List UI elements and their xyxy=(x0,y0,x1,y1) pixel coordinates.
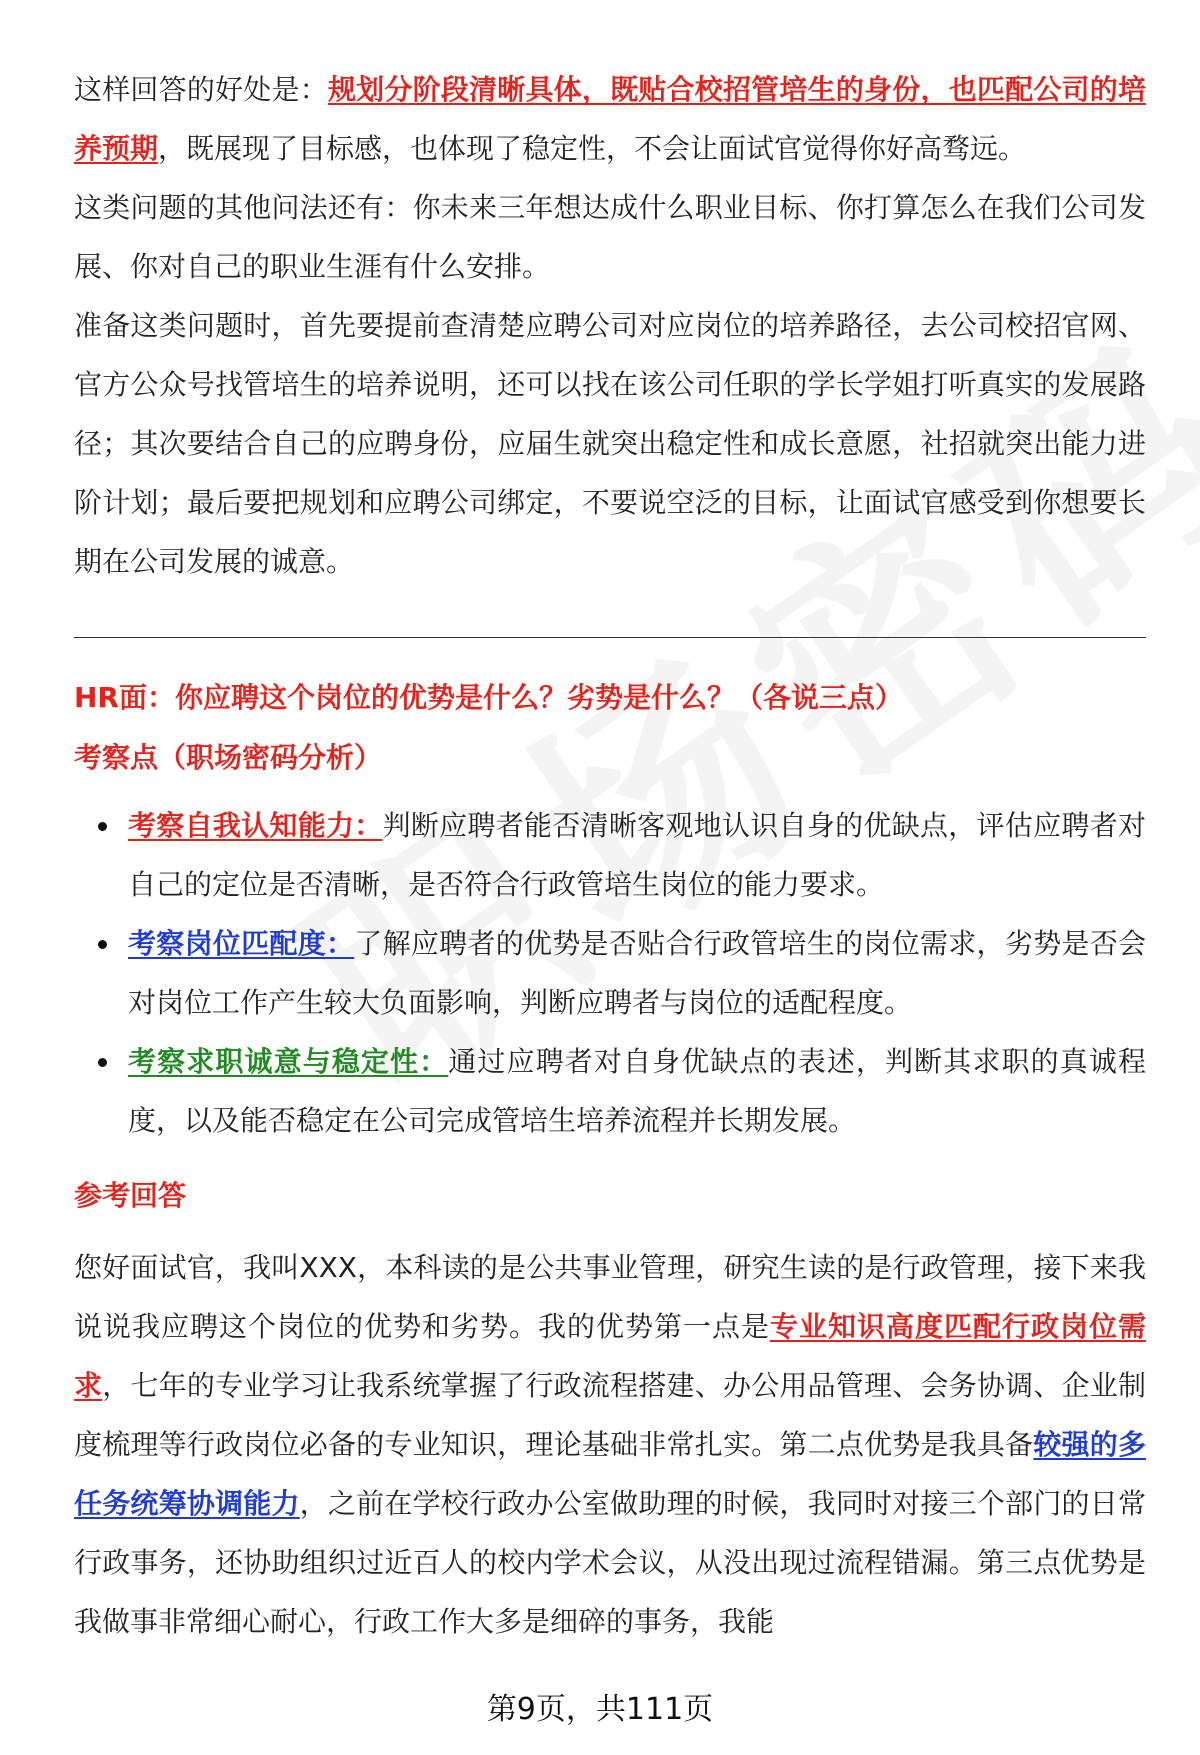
reference-answer-heading: 参考回答 xyxy=(74,1179,187,1212)
bullet-dot-icon xyxy=(98,1058,107,1067)
paragraph-preparation: 准备这类问题时，首先要提前查清楚应聘公司对应岗位的培养路径，去公司校招官网、官方公众号找管培生的培养说明，还可以找在该公司任职的学长学姐打听真实的发展路径；其次要结合自己的应聘身份，应届生就突出稳定性和成长意愿，社招就突出能力进阶计划；最后要把规划和应聘公司绑定，不要说空泛的目标，让面试官感受到你想要长期在公司发展的诚意。 xyxy=(74,309,1146,578)
document-page xyxy=(74,60,1146,1651)
list-item xyxy=(74,914,1146,1032)
bullet-dot-icon xyxy=(98,822,107,831)
paragraph-benefit xyxy=(74,60,1146,178)
paragraph-other-questions: 这类问题的其他问法还有：你未来三年想达成什么职业目标、你打算怎么在我们公司发展、你对自己的职业生涯有什么安排。 xyxy=(74,191,1146,283)
answer-part-2: ，七年的专业学习让我系统掌握了行政流程搭建、办公用品管理、会务协调、企业制度梳理等行政岗位必备的专业知识，理论基础非常扎实。第二点优势是我具备 xyxy=(74,1369,1146,1461)
bullet-label: 考察自我认知能力： xyxy=(128,809,383,842)
question-heading: HR面：你应聘这个岗位的优势是什么？劣势是什么？（各说三点） xyxy=(74,681,903,714)
paragraph-answer xyxy=(74,1238,1146,1651)
answer-part-3: ，之前在学校行政办公室做助理的时候，我同时对接三个部门的日常行政事务，还协助组织过近百人的校内学术会议，从没出现过流程错漏。第三点优势是我做事非常细心耐心，行政工作大多是细碎的事务，我能 xyxy=(74,1487,1146,1638)
page-number-footer: 第9页，共111页 xyxy=(486,1692,714,1727)
assessment-points-list xyxy=(74,796,1146,1150)
bullet-dot-icon xyxy=(98,940,107,949)
benefit-rest: ，既展现了目标感，也体现了稳定性，不会让面试官觉得你好高骛远。 xyxy=(158,132,1027,165)
answer-highlight-1: 专业知识高度匹配行政岗位需求 xyxy=(74,1310,1146,1402)
bullet-label: 考察岗位匹配度： xyxy=(128,927,355,960)
bullet-text: 通过应聘者对自身优缺点的表述，判断其求职的真诚程度，以及能否稳定在公司完成管培生培养流程并长期发展。 xyxy=(128,1045,1146,1137)
benefit-intro: 这样回答的好处是： xyxy=(74,73,328,106)
bullet-label: 考察求职诚意与稳定性： xyxy=(128,1045,449,1078)
answer-highlight-2: 较强的多任务统筹协调能力 xyxy=(74,1428,1146,1520)
assessment-points-heading: 考察点（职场密码分析） xyxy=(74,741,383,774)
answer-part-1: 您好面试官，我叫XXX，本科读的是公共事业管理，研究生读的是行政管理，接下来我说说我应聘这个岗位的优势和劣势。我的优势第一点是 xyxy=(74,1251,1146,1343)
bullet-text: 了解应聘者的优势是否贴合行政管培生的岗位需求，劣势是否会对岗位工作产生较大负面影响，判断应聘者与岗位的适配程度。 xyxy=(128,927,1146,1019)
list-item xyxy=(74,1032,1146,1150)
bullet-text: 判断应聘者能否清晰客观地认识自身的优缺点，评估应聘者对自己的定位是否清晰，是否符合行政管培生岗位的能力要求。 xyxy=(128,809,1146,901)
benefit-highlight: 规划分阶段清晰具体，既贴合校招管培生的身份，也匹配公司的培养预期 xyxy=(74,73,1146,165)
section-divider xyxy=(74,637,1146,638)
list-item xyxy=(74,796,1146,914)
